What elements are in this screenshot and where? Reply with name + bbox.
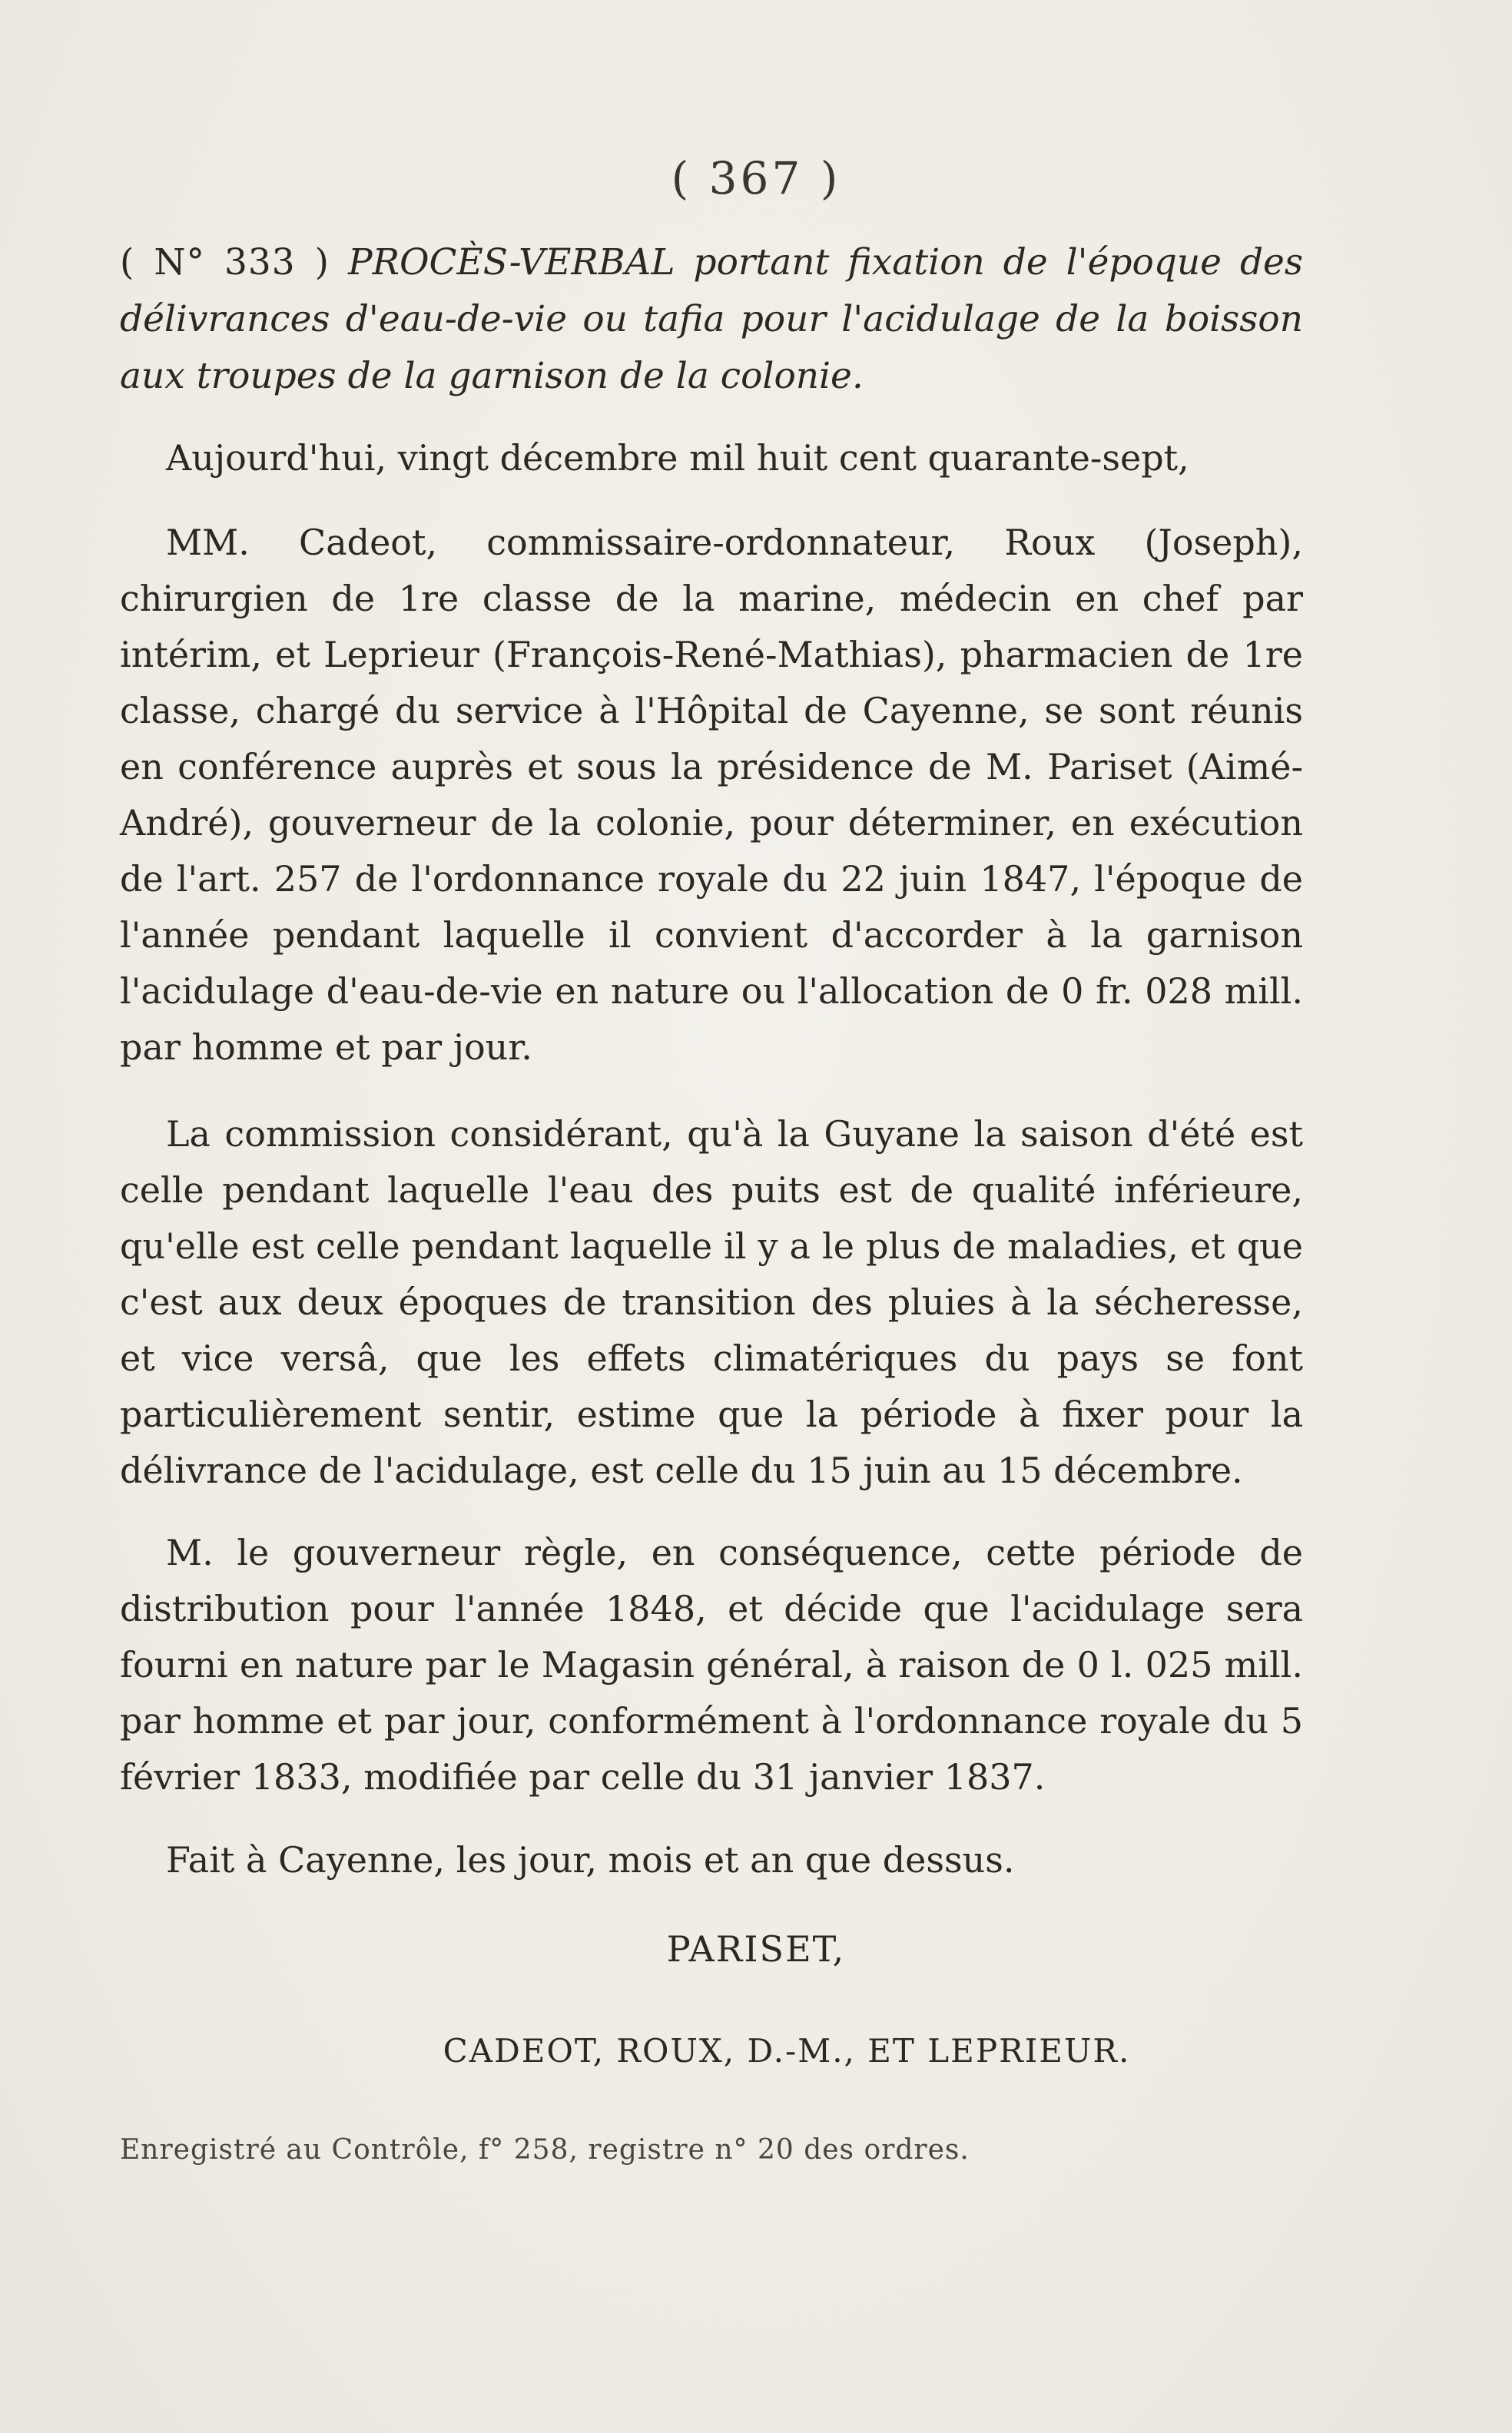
signature-secondary: CADEOT, ROUX, D.-M., ET LEPRIEUR. [443, 2032, 1131, 2070]
registration-note: Enregistré au Contrôle, f° 258, registre n° 20 des ordres. [120, 2134, 970, 2166]
document-heading [120, 234, 1303, 405]
paragraph-date: Aujourd'hui, vingt décembre mil huit cent quarante-sept, [166, 437, 1189, 479]
document-title: PROCÈS-VERBAL portant fixation de l'époque des délivrances d'eau-de-vie ou tafia pour l'acidulage de la boisson aux troupes de la garnison de la colonie. [120, 241, 1303, 397]
paragraph-commission: La commission considérant, qu'à la Guyane la saison d'été est celle pendant laquelle l'eau des puits est de qualité inférieure, qu'elle est celle pendant laquelle il y a le plus de maladies, et que c'est aux deux époques de transition des pluies à la sécheresse, et vice versâ, que les effets climatériques du pays se font particulièrement sentir, estime que la période à fixer pour la délivrance de l'acidulage, est celle du 15 juin au 15 décembre. [120, 1113, 1303, 1491]
paragraph-closing: Fait à Cayenne, les jour, mois et an que dessus. [166, 1839, 1015, 1881]
paragraph-decision: M. le gouverneur règle, en conséquence, cette période de distribution pour l'année 1848, et décide que l'acidulage sera fourni en nature par le Magasin général, à raison de 0 l. 025 mill. par homme et par jour, conformément à l'ordonnance royale du 5 février 1833, modifiée par celle du 31 janvier 1837. [120, 1532, 1303, 1798]
page-number: ( 367 ) [671, 152, 841, 204]
document-number: ( N° 333 ) [120, 241, 330, 283]
paragraph-participants: MM. Cadeot, commissaire-ordonnateur, Roux (Joseph), chirurgien de 1re classe de la marine, médecin en chef par intérim, et Leprieur (François-René-Mathias), pharmacien de 1re classe, chargé du service à l'Hôpital de Cayenne, se sont réunis en conférence auprès et sous la présidence de M. Pariset (Aimé-André), gouverneur de la colonie, pour déterminer, en exécution de l'art. 257 de l'ordonnance royale du 22 juin 1847, l'époque de l'année pendant laquelle il convient d'accorder à la garnison l'acidulage d'eau-de-vie en nature ou l'allocation de 0 fr. 028 mill. par homme et par jour. [120, 522, 1303, 1068]
signature-primary: PARISET, [666, 1928, 846, 1970]
